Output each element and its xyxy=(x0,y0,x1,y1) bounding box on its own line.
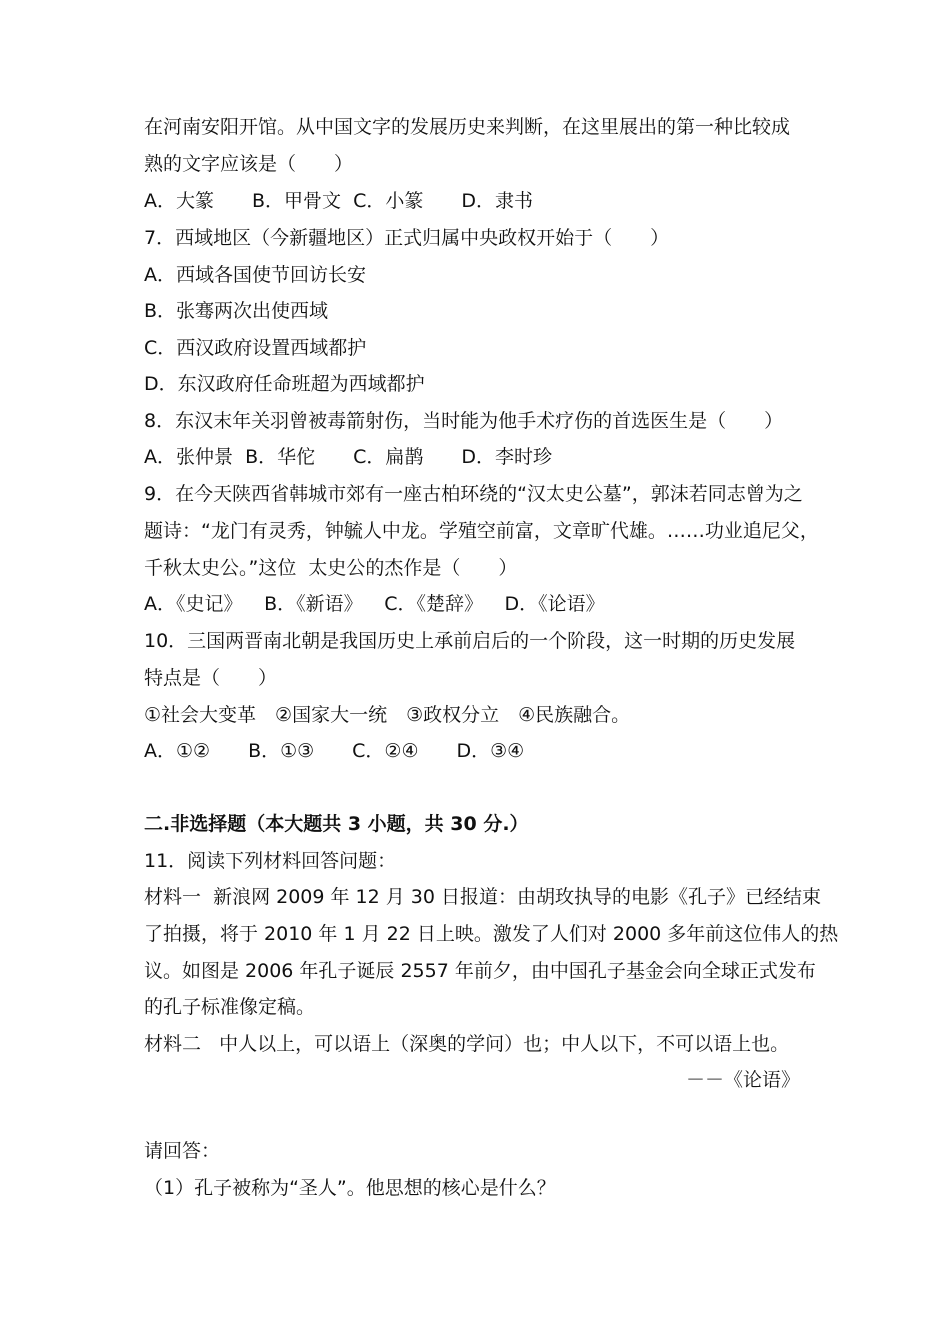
question-6-stem-line-2: 在河南安阳开馆。从中国文字的发展历史来判断，在这里展出的第一种比较成 xyxy=(144,116,791,138)
material-1-line-4: 的孔子标准像定稿。 xyxy=(144,996,316,1018)
material-2-source: －－《论语》 xyxy=(685,1069,800,1091)
question-6-options: A．大篆 B．甲骨文 C．小篆 D．隶书 xyxy=(144,190,534,212)
material-1-line-2: 了拍摄，将于 2010 年 1 月 22 日上映。激发了人们对 2000 多年前这位伟人的热 xyxy=(144,923,839,945)
question-7-stem: 7．西域地区（今新疆地区）正式归属中央政权开始于（ ） xyxy=(144,227,670,249)
question-10-stem-line-1: 10．三国两晋南北朝是我国历史上承前启后的一个阶段，这一时期的历史发展 xyxy=(144,630,796,652)
question-10-stem-line-2: 特点是（ ） xyxy=(144,667,278,689)
question-9-stem-line-3: 千秋太史公。”这位 太史公的杰作是（ ） xyxy=(144,557,518,579)
question-9-options: A．《史记》 B．《新语》 C．《楚辞》 D．《论语》 xyxy=(144,593,605,615)
material-2-line: 材料二 中人以上，可以语上（深奥的学问）也；中人以下，不可以语上也。 xyxy=(144,1033,790,1055)
sub-question-1: （1）孔子被称为“圣人”。他思想的核心是什么？ xyxy=(144,1177,556,1199)
question-7-option-b: B．张骞两次出使西域 xyxy=(144,300,329,322)
question-11-stem: 11．阅读下列材料回答问题： xyxy=(144,850,397,872)
question-10-statements: ①社会大变革 ②国家大一统 ③政权分立 ④民族融合。 xyxy=(144,704,631,726)
material-1-line-1: 材料一 新浪网 2009 年 12 月 30 日报道：由胡玫执导的电影《孔子》已经结束 xyxy=(144,886,822,908)
question-8-options: A．张仲景 B．华佗 C．扁鹊 D．李时珍 xyxy=(144,446,553,468)
section-title: 二.非选择题（本大题共 3 小题，共 30 分.） xyxy=(144,813,529,835)
question-7-option-a: A．西域各国使节回访长安 xyxy=(144,264,366,286)
question-7-option-c: C．西汉政府设置西域都护 xyxy=(144,337,367,359)
answer-prompt: 请回答： xyxy=(144,1140,221,1162)
question-10-options: A．①② B．①③ C．②④ D．③④ xyxy=(144,740,525,762)
question-6-stem-line-3: 熟的文字应该是（ ） xyxy=(144,153,354,175)
question-8-stem: 8．东汉末年关羽曾被毒箭射伤，当时能为他手术疗伤的首选医生是（ ） xyxy=(144,410,784,432)
question-9-stem-line-1: 9．在今天陕西省韩城市郊有一座古柏环绕的“汉太史公墓”，郭沫若同志曾为之 xyxy=(144,483,803,505)
question-7-option-d: D．东汉政府任命班超为西域都护 xyxy=(144,373,425,395)
material-1-line-3: 议。如图是 2006 年孔子诞辰 2557 年前夕，由中国孔子基金会向全球正式发布 xyxy=(144,960,816,982)
question-9-stem-line-2: 题诗：“龙门有灵秀，钟毓人中龙。学殖空前富，文章旷代雄。……功业追尼父， xyxy=(144,520,819,542)
